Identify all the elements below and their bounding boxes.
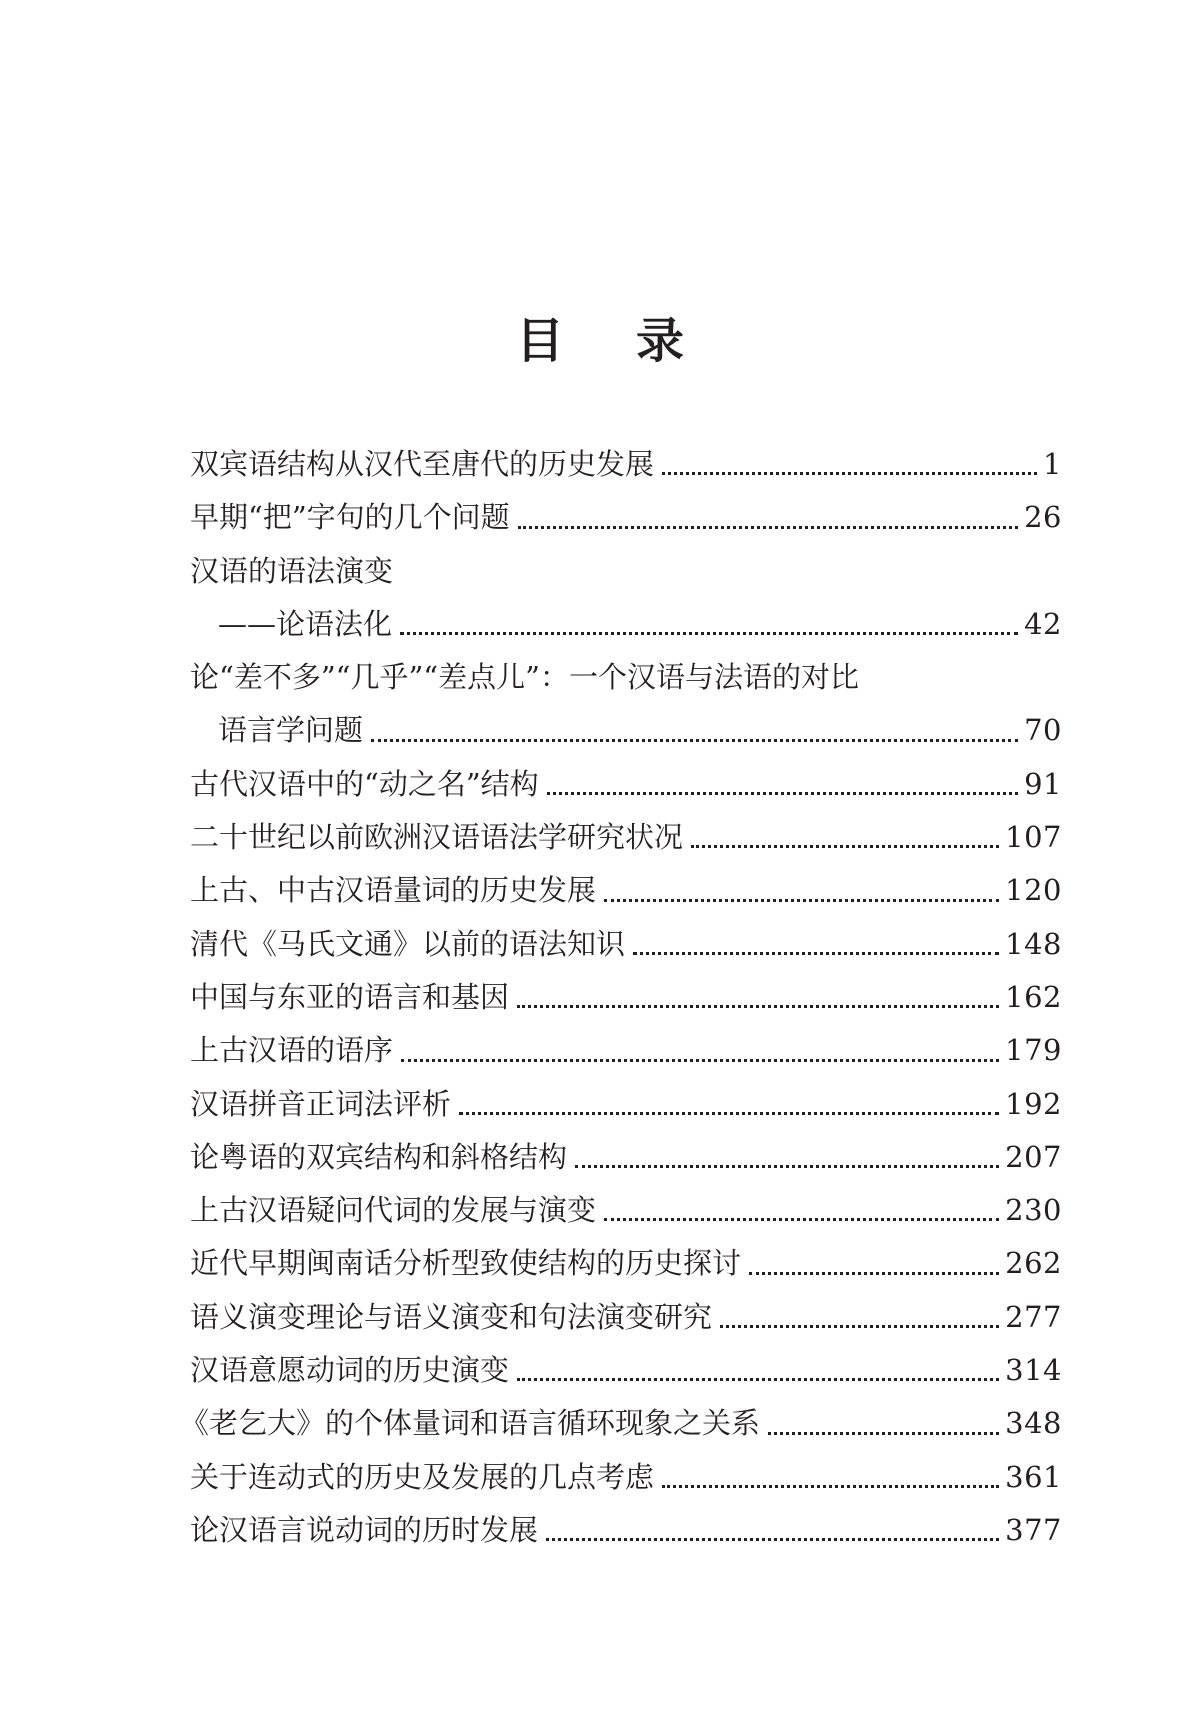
- toc-entry-title: 早期“把”字句的几个问题: [190, 500, 510, 535]
- toc-entry[interactable]: [190, 1291, 1062, 1344]
- dot-leader: [546, 1538, 999, 1541]
- toc-entry-title: 上古汉语的语序: [190, 1033, 394, 1068]
- toc-entry-page: 348: [1005, 1406, 1062, 1441]
- toc-entry-page: 70: [1024, 713, 1062, 748]
- toc-entry-title: ——论语法化: [218, 606, 393, 641]
- toc-entry[interactable]: [190, 545, 1062, 598]
- dot-leader: [517, 1005, 999, 1008]
- toc-entry-title: 论汉语言说动词的历时发展: [190, 1512, 539, 1547]
- toc-entry-title: 近代早期闽南话分析型致使结构的历史探讨: [190, 1246, 742, 1281]
- toc-entry-title: 二十世纪以前欧洲汉语语法学研究状况: [190, 820, 684, 855]
- dot-leader: [371, 739, 1018, 742]
- toc-entry-title: 上古、中古汉语量词的历史发展: [190, 873, 597, 908]
- page-title-part1: 目: [515, 313, 564, 369]
- toc-entry-title: 《老乞大》的个体量词和语言循环现象之关系: [180, 1406, 761, 1441]
- toc-entry-page: 26: [1024, 500, 1062, 535]
- toc-entry-page: 377: [1005, 1512, 1062, 1547]
- toc-entry-title: 汉语意愿动词的历史演变: [190, 1353, 510, 1388]
- toc-entry-page: 230: [1005, 1193, 1062, 1228]
- dot-leader: [400, 632, 1018, 635]
- dot-leader: [517, 1378, 999, 1381]
- toc-entry-page: 1: [1043, 447, 1062, 481]
- toc-entry-title: 汉语的语法演变: [190, 553, 394, 588]
- toc-entry[interactable]: [190, 651, 1062, 704]
- toc-entry-title: 论“差不多”“几乎”“差点儿”：一个汉语与法语的对比: [190, 660, 859, 695]
- toc-entry[interactable]: [180, 1397, 1062, 1450]
- toc-entry-page: 42: [1024, 606, 1062, 641]
- dot-leader: [401, 1059, 999, 1062]
- toc-entry[interactable]: [190, 1237, 1062, 1290]
- toc-entry-page: 107: [1005, 820, 1062, 855]
- toc-entry-page: 207: [1005, 1139, 1062, 1174]
- toc-entry-title: 清代《马氏文通》以前的语法知识: [190, 926, 626, 961]
- toc-entry[interactable]: [190, 918, 1062, 971]
- toc-entry[interactable]: [190, 864, 1062, 917]
- toc-entry[interactable]: [190, 491, 1062, 544]
- dot-leader: [604, 899, 999, 902]
- toc-entry[interactable]: [190, 1184, 1062, 1237]
- toc-entry-page: 192: [1005, 1086, 1062, 1121]
- toc-entry-page: 120: [1005, 873, 1062, 908]
- toc-entry-title: 双宾语结构从汉代至唐代的历史发展: [190, 447, 655, 481]
- toc-entry[interactable]: [190, 598, 1062, 651]
- toc-entry-title: 语义演变理论与语义演变和句法演变研究: [190, 1299, 713, 1334]
- dot-leader: [662, 1485, 999, 1488]
- toc-entry[interactable]: [190, 704, 1062, 757]
- toc-entry-page: 179: [1005, 1033, 1062, 1068]
- dot-leader: [633, 952, 999, 955]
- toc-entry-page: 162: [1005, 979, 1062, 1014]
- toc-entry-title: 关于连动式的历史及发展的几点考虑: [190, 1459, 655, 1494]
- table-of-contents: [180, 438, 1062, 1557]
- dot-leader: [720, 1325, 999, 1328]
- toc-entry[interactable]: [190, 1504, 1062, 1557]
- toc-entry-page: 262: [1005, 1246, 1062, 1281]
- dot-leader: [662, 472, 1037, 475]
- toc-entry[interactable]: [190, 1024, 1062, 1077]
- toc-entry-title: 中国与东亚的语言和基因: [190, 979, 510, 1014]
- dot-leader: [547, 792, 1018, 795]
- toc-entry-title: 古代汉语中的“动之名”结构: [190, 766, 539, 801]
- toc-entry-title: 上古汉语疑问代词的发展与演变: [190, 1193, 597, 1228]
- dot-leader: [768, 1432, 999, 1435]
- toc-entry[interactable]: [190, 1131, 1062, 1184]
- toc-entry-title: 论粤语的双宾结构和斜格结构: [190, 1139, 568, 1174]
- toc-entry-title: 汉语拼音正词法评析: [190, 1086, 452, 1121]
- dot-leader: [575, 1165, 999, 1168]
- page-title-part2: 录: [636, 313, 685, 369]
- toc-entry[interactable]: [190, 1078, 1062, 1131]
- toc-entry[interactable]: [190, 438, 1062, 491]
- toc-entry[interactable]: [190, 758, 1062, 811]
- toc-entry-page: 91: [1024, 766, 1062, 801]
- toc-entry-page: 361: [1005, 1459, 1062, 1494]
- toc-entry-title: 语言学问题: [218, 713, 364, 748]
- dot-leader: [749, 1272, 999, 1275]
- toc-entry[interactable]: [190, 971, 1062, 1024]
- toc-entry-page: 148: [1005, 926, 1062, 961]
- dot-leader: [518, 526, 1018, 529]
- toc-entry[interactable]: [190, 1451, 1062, 1504]
- dot-leader: [691, 845, 999, 848]
- toc-entry[interactable]: [190, 811, 1062, 864]
- toc-entry-page: 314: [1005, 1353, 1062, 1388]
- dot-leader: [459, 1112, 999, 1115]
- dot-leader: [604, 1218, 999, 1221]
- toc-entry[interactable]: [190, 1344, 1062, 1397]
- toc-entry-page: 277: [1005, 1299, 1062, 1334]
- page-title: [0, 302, 1200, 371]
